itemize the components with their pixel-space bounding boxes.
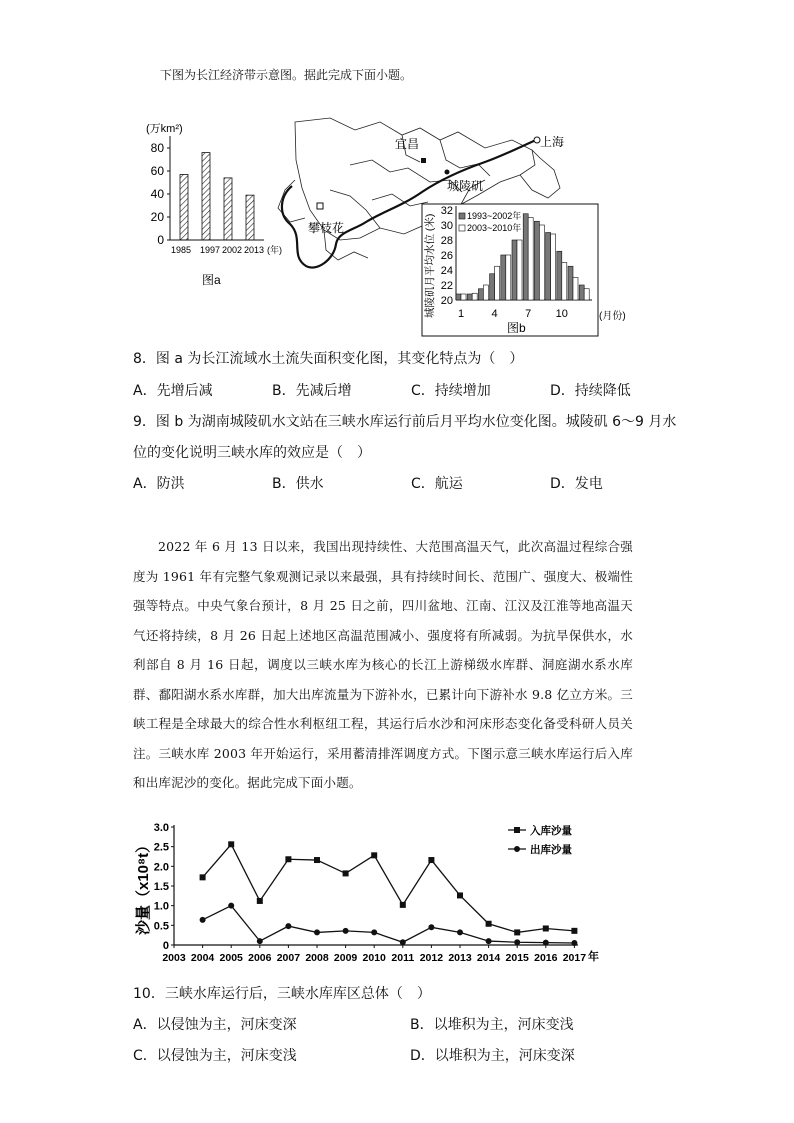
fig-b-ytick-label: 26 <box>440 250 453 262</box>
q10-option-d[interactable]: D．以堆积为主，河床变深 <box>410 1048 575 1064</box>
fig-b-bar <box>528 218 533 301</box>
fig-b-bar <box>501 255 506 300</box>
fig-c-point-in <box>543 925 549 931</box>
fig-c-xtick-label: 2009 <box>333 952 358 964</box>
fig-b-legend-1: 1993~2002年 <box>467 211 522 221</box>
fig-b-bar <box>539 225 544 300</box>
fig-b-xtick-label: 1 <box>457 308 465 320</box>
fig-c-point-in <box>428 857 434 863</box>
fig-c-xtick-label: 2012 <box>419 952 444 964</box>
fig-c-ytick-label: 1.0 <box>153 900 169 913</box>
passage-text: 2022 年 6 月 13 日以来，我国出现持续性、大范围高温天气，此次高温过程综合强度为 1961 年有完整气象观测记录以来最强，具有持续时间长、范围广、强度大、极端性强等特点。中央气象台预计，8 月 25 日之前，四川盆地、江南、江汉及江淮等地高温天气还将持续，8 月 26 日起上述地区高温范围减小、强度将有所减弱。为抗旱保供水，水利部自 8 月 16 日起，调度以三峡水库为核心的长江上游梯级水库群、洞庭湖水系水库群、鄱阳湖水系水库群，加大出库流量为下游补水，已累计向下游补水 9.8 亿立方米。三峡工程是全球最大的综合性水利枢纽工程，其运行后水沙和河床形态变化备受科研人员关注。三峡水库 2003 年开始运行，采用蓄清排浑调度方式。下图示意三峡水库运行后入库和出库泥沙的变化。据此完成下面小题。 <box>133 539 633 790</box>
fig-c-point-in <box>314 857 320 863</box>
fig-c-legend <box>508 824 572 856</box>
q9-stem-line2: 位的变化说明三峡水库的效应是（ ） <box>133 445 371 461</box>
fig-c-point-in <box>457 892 463 898</box>
fig-c-xtick-label: 2011 <box>391 952 415 964</box>
fig-b-bar <box>523 214 528 300</box>
q8-option-b[interactable]: B．先减后增 <box>272 383 352 399</box>
fig-c-point-in <box>514 929 520 935</box>
fig-b-bar <box>461 294 466 300</box>
fig-c-point-in <box>343 870 349 876</box>
passage <box>133 532 633 798</box>
fig-a-ytick-label: 60 <box>150 164 164 178</box>
fig-c-xtick-label: 2014 <box>476 952 501 964</box>
fig-c-point-in <box>571 928 577 934</box>
q8-option-c[interactable]: C．持续增加 <box>411 383 491 399</box>
fig-c-point-in <box>200 874 206 880</box>
q9-option-c[interactable]: C．航运 <box>411 476 463 492</box>
fig-b-bar <box>467 294 472 300</box>
fig-a-unit: (万km²) <box>146 123 183 135</box>
fig-c-legend-in: 入库沙量 <box>530 825 572 837</box>
fig-b-bar <box>495 266 500 300</box>
fig-b-ytick-label: 20 <box>440 295 453 307</box>
q10-option-b[interactable]: B．以堆积为主，河床变浅 <box>410 1017 574 1033</box>
panzhihua-marker <box>317 203 323 209</box>
fig-c-xtick-label: 2003 <box>162 952 186 964</box>
fig-c-xtick-label: 2016 <box>534 952 558 964</box>
fig-c-point-out <box>457 929 463 935</box>
fig-c-series-line <box>203 844 575 932</box>
yichang-marker <box>421 158 426 163</box>
fig-c-legend-out: 出库沙量 <box>530 844 572 856</box>
fig-c-ytick-label: 2.0 <box>153 861 169 874</box>
fig-c-xtick-label: 2017 <box>562 952 587 964</box>
fig-c-ytick-label: 3.0 <box>153 822 169 834</box>
intro-text: 下图为长江经济带示意图。据此完成下面小题。 <box>160 68 413 82</box>
sediment-chart <box>130 815 610 970</box>
fig-b-ytick-label: 22 <box>440 280 453 292</box>
fig-b-bar <box>579 285 584 300</box>
fig-c-point-out <box>514 939 520 945</box>
fig-b-ytick-label: 28 <box>440 235 453 247</box>
fig-b-ylabel: 城陵矶月平均水位 (米) <box>424 213 436 318</box>
fig-a-xtick-label: 2013 <box>244 245 265 255</box>
map-label-yichang: 宜昌 <box>395 137 420 151</box>
fig-a-xtick-label: 1985 <box>171 245 192 255</box>
q9-option-a[interactable]: A．防洪 <box>133 476 185 492</box>
fig-b-bar <box>562 263 567 301</box>
q10-option-c[interactable]: C．以侵蚀为主，河床变浅 <box>133 1048 297 1064</box>
fig-c-xtick-label: 2015 <box>505 952 529 964</box>
chenglingji-marker <box>445 170 450 175</box>
fig-b-bar <box>568 266 573 300</box>
fig-c-point-out <box>200 917 206 923</box>
fig-b-bar <box>472 293 477 300</box>
fig-c-point-out <box>285 923 291 929</box>
fig-c-point-out <box>571 940 577 946</box>
q8-option-a[interactable]: A．先增后减 <box>133 383 213 399</box>
map-label-panzhihua: 攀枝花 <box>308 221 345 235</box>
fig-a-xtick-label: 2002 <box>222 245 243 255</box>
q9-option-b[interactable]: B．供水 <box>272 476 324 492</box>
fig-c-point-out <box>428 924 434 930</box>
fig-c-ylabel: 沙量（x10⁸t） <box>135 837 152 935</box>
fig-a-chart <box>146 122 282 287</box>
fig-b-legend-2: 2003~2010年 <box>467 223 522 233</box>
fig-b-caption: 图b <box>507 321 526 335</box>
fig-b-xunit: (月份) <box>599 311 626 322</box>
fig-c-ytick-label: 2.5 <box>153 841 169 854</box>
fig-a-ytick-label: 80 <box>150 141 164 155</box>
fig-b-xtick-label: 7 <box>525 308 532 320</box>
fig-a-caption: 图a <box>202 273 221 287</box>
fig-c-point-out <box>257 938 263 944</box>
fig-b-bar <box>478 289 483 300</box>
fig-c-point-in <box>228 841 234 847</box>
fig-c-xtick-label: 2008 <box>305 952 329 964</box>
fig-c-point-out <box>400 939 406 945</box>
q8-option-d[interactable]: D．持续降低 <box>550 383 631 399</box>
fig-b-xtick-label: 4 <box>491 308 498 320</box>
fig-c-point-out <box>371 929 377 935</box>
fig-b-ytick-label: 32 <box>440 205 453 217</box>
fig-b-bar <box>506 255 511 300</box>
fig-b-bar <box>512 240 517 300</box>
q10-option-a[interactable]: A．以侵蚀为主，河床变深 <box>133 1017 297 1033</box>
fig-c-point-out <box>228 903 234 909</box>
fig-a-xtick-label: 1997 <box>200 245 221 255</box>
fig-c-point-in <box>371 852 377 858</box>
yangtze-figure <box>140 110 626 340</box>
fig-a-bar <box>180 174 188 240</box>
fig-c-series-line <box>203 906 575 943</box>
fig-c-ytick-label: 0.5 <box>153 920 169 933</box>
fig-c-ytick-label: 0 <box>162 940 169 952</box>
q10-stem: 10．三峡水库运行后，三峡水库库区总体（ ） <box>133 986 431 1002</box>
fig-b-ytick-label: 30 <box>440 220 453 232</box>
map-label-chenglingji: 城陵矶 <box>447 179 484 193</box>
fig-b-bar <box>584 289 589 300</box>
fig-a-bar <box>246 195 254 240</box>
fig-c-xtick-label: 2006 <box>248 952 272 964</box>
q8-stem: 8．图 a 为长江流域水土流失面积变化图，其变化特点为（ ） <box>133 351 524 367</box>
fig-c-xtick-label: 2004 <box>190 952 215 964</box>
fig-a-ytick-label: 40 <box>150 187 164 201</box>
fig-c-xtick-label: 2013 <box>448 952 472 964</box>
fig-c-point-out <box>543 940 549 946</box>
fig-a-ytick-label: 0 <box>157 233 164 247</box>
fig-b-chart <box>422 204 626 336</box>
fig-a-ytick-label: 20 <box>150 210 164 224</box>
fig-b-bar <box>573 278 578 301</box>
fig-c-ytick-label: 1.5 <box>153 881 169 893</box>
q9-stem-line1: 9．图 b 为湖南城陵矶水文站在三峡水库运行前后月平均水位变化图。城陵矶 6～9 月水 <box>133 414 677 430</box>
fig-c-xtick-label: 2010 <box>362 952 386 964</box>
fig-c-point-in <box>285 856 291 862</box>
fig-b-bar <box>517 240 522 300</box>
fig-b-bar <box>456 294 461 300</box>
fig-c-point-out <box>343 928 349 934</box>
fig-c-point-out <box>486 938 492 944</box>
fig-b-bar <box>557 251 562 300</box>
fig-a-bar <box>224 178 232 240</box>
fig-b-bar <box>551 234 556 300</box>
fig-a-year-suffix: (年) <box>267 245 282 255</box>
fig-c-xtick-label: 2007 <box>276 952 301 964</box>
fig-a-bar <box>202 153 210 240</box>
fig-c-point-in <box>486 921 492 927</box>
map-label-shanghai: 上海 <box>540 135 565 149</box>
q9-option-d[interactable]: D．发电 <box>550 476 603 492</box>
fig-c-year-suffix: 年 <box>588 951 599 963</box>
fig-c-xtick-label: 2005 <box>219 952 243 964</box>
fig-b-ytick-label: 24 <box>440 265 453 277</box>
fig-c-point-out <box>314 929 320 935</box>
fig-b-bar <box>490 274 495 300</box>
fig-b-bar <box>483 285 488 300</box>
fig-b-xtick-label: 10 <box>555 308 568 320</box>
fig-c-point-in <box>257 898 263 904</box>
fig-b-bar <box>546 233 551 301</box>
fig-b-bar <box>534 221 539 300</box>
fig-c-point-in <box>400 902 406 908</box>
